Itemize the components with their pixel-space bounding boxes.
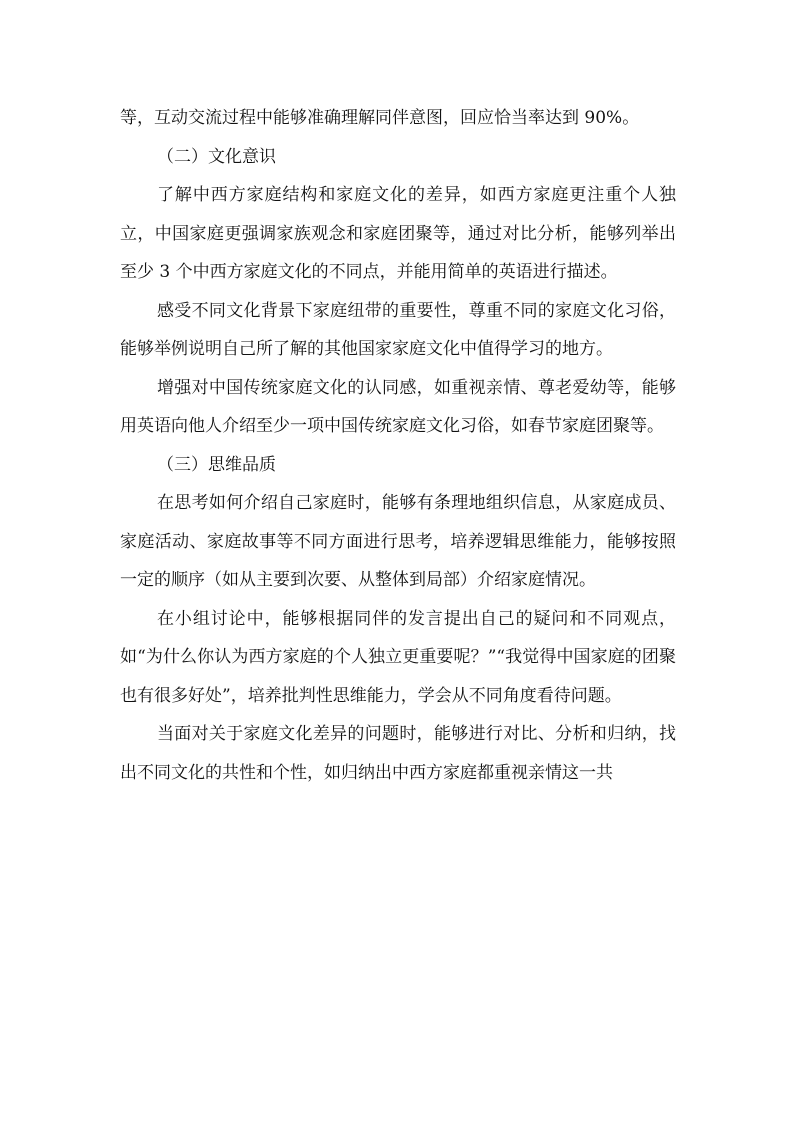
- section-heading-cultural-awareness: （二）文化意识: [157, 146, 276, 167]
- paragraph-critical-thinking: 在小组讨论中，能够根据同伴的发言提出自己的疑问和不同观点，如“为什么你认为西方家庭的个人独立更重要呢？”“我觉得中国家庭的团聚也有很多好处”，培养批判性思维能力，学会从不同角度看待问题。: [120, 608, 676, 706]
- paragraph-family-bonds: 感受不同文化背景下家庭纽带的重要性，尊重不同的家庭文化习俗，能够举例说明自己所了解的其他国家家庭文化中值得学习的地方。: [120, 300, 676, 359]
- paragraph-comparison-analysis: 当面对关于家庭文化差异的问题时，能够进行对比、分析和归纳，找出不同文化的共性和个性，如归纳出中西方家庭都重视亲情这一共: [120, 724, 676, 783]
- paragraph-logical-thinking: 在思考如何介绍自己家庭时，能够有条理地组织信息，从家庭成员、家庭活动、家庭故事等不同方面进行思考，培养逻辑思维能力，能够按照一定的顺序（如从主要到次要、从整体到局部）介绍家庭情况。: [120, 493, 676, 590]
- paragraph-family-structure: 了解中西方家庭结构和家庭文化的差异，如西方家庭更注重个人独立，中国家庭更强调家族观念和家庭团聚等，通过对比分析，能够列举出至少 3 个中西方家庭文化的不同点，并能用简单的英语进行描述。: [120, 185, 676, 282]
- section-heading-thinking-quality: （三）思维品质: [157, 454, 276, 475]
- document-body: [120, 99, 676, 792]
- paragraph-traditional-culture: 增强对中国传统家庭文化的认同感，如重视亲情、尊老爱幼等，能够用英语向他人介绍至少一项中国传统家庭文化习俗，如春节家庭团聚等。: [120, 377, 676, 436]
- paragraph-continuation: 等，互动交流过程中能够准确理解同伴意图，回应恰当率达到 90%。: [120, 108, 640, 128]
